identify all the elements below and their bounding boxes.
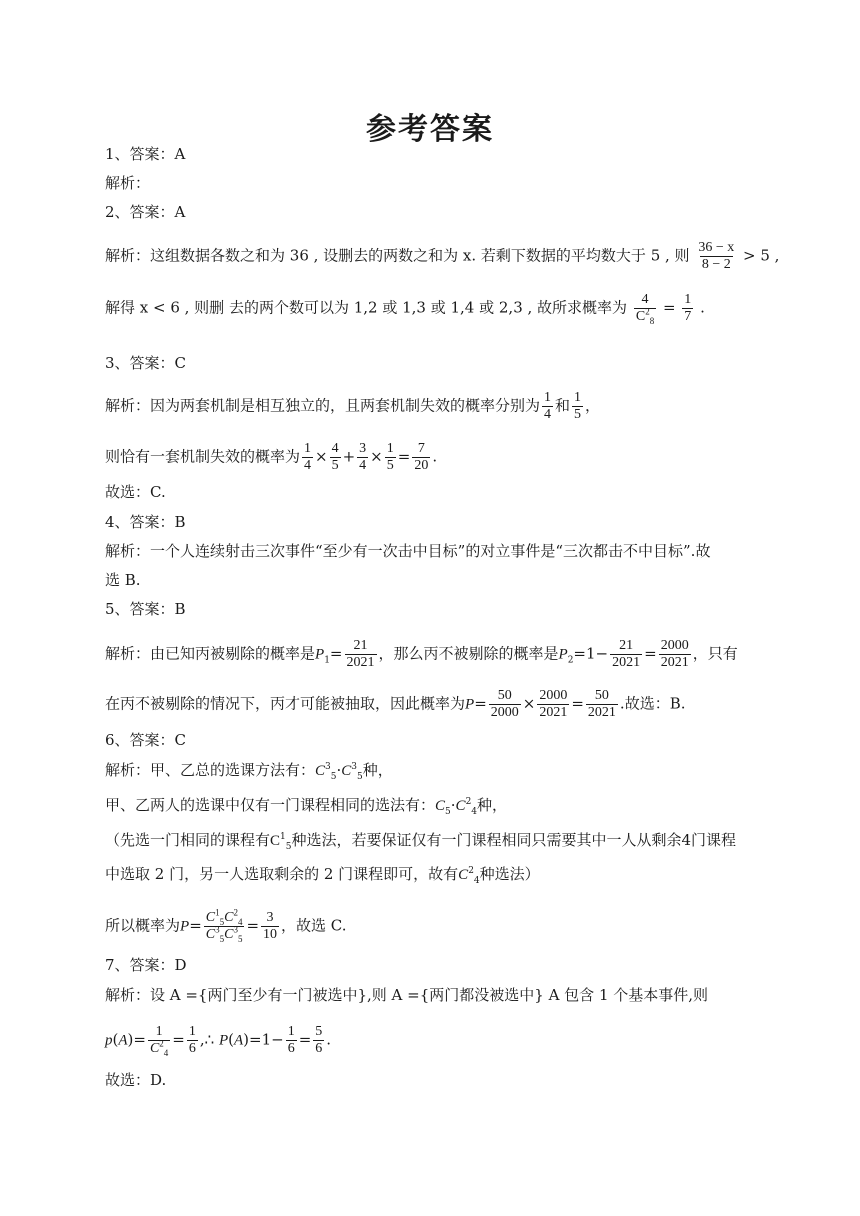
denominator: $C^2_8$ [635,306,655,326]
page-title: 参考答案 [366,112,494,147]
denominator: 7 [684,309,692,324]
q3-answer: 3、答案：C [105,354,187,372]
q6-analysis-line3: （先选一门相同的课程有$C^1_5$种选法，若要保证仅有一门课程相同只需要其中一人从剩余4门课程 [105,831,737,852]
q7-result: 故选：D. [105,1071,167,1089]
q7-answer: 7、答案：D [105,956,187,974]
q5-answer: 5、答案：B [105,600,186,618]
q6-analysis-line5: 所以概率为P= $\frac{C^1_5C^2_4}{C^3_5C^3_5}$ = $\frac{3}{10}$ ，故选 C. [105,907,347,944]
q2-fraction [696,240,736,273]
q2-text: 解析：这组数据各数之和为 36 , 设删去的两数之和为 x. 若剩下数据的平均数大于 5 , 则 [105,246,690,265]
numerator: 36 − x [698,240,735,255]
q3-analysis-line1: 解析：因为两套机制是相互独立的，且两套机制失效的概率分别为 $\frac{1}{4}$ 和 $\frac{1}{5}$ ， [105,390,601,422]
q6-analysis-line2: 甲、乙两人的选课中仅有一门课程相同的选法有：$C_5\cdot C^2_4$种， [105,796,508,817]
q4-answer: 4、答案：B [105,513,186,531]
q6-answer: 6、答案：C [105,731,187,749]
q6-analysis-line4: 中选取 2 门，另一人选取剩余的 2 门课程即可，故有$C^2_4$种选法） [105,865,540,886]
q4-analysis-line2: 选 B. [105,571,141,589]
q2-text2: 解得 x < 6 , 则删 去的两个数可以为 1,2 或 1,3 或 1,4 或 2,3 , 故所求概率为 [105,298,628,317]
q2-answer: 2、答案：A [105,203,186,221]
denominator: 8 − 2 [701,257,731,272]
q3-result: 故选：C. [105,483,166,501]
q5-analysis-line2: 在丙不被剔除的情况下，丙才可能被抽取，因此概率为P= $\frac{50}{2000}$ × $\frac{2000}{2021}$ = $\frac{50}{2021}$ .故选：B. [105,688,686,720]
q7-analysis-line1: 解析：设 A ={两门至少有一门被选中},则 A ={两门都没被选中} A 包含 1 个基本事件,则 [105,986,709,1004]
numerator: 1 [684,292,692,307]
q2-tail: > 5 , [743,246,780,265]
q2-analysis-line1 [105,240,779,273]
q2-result-fraction [682,292,693,325]
q2-prob-fraction [634,292,656,325]
q1-answer: 1、答案：A [105,145,186,163]
q2-analysis-line2: 解得 x < 6 , 则删 去的两个数可以为 1,2 或 1,3 或 1,4 或 2,3 , 故所求概率为 $\frac{4}{C^2_8}$ = $\frac{1}{7}$ . [105,292,705,326]
q6-analysis-line1: 解析：甲、乙总的选课方法有：$C^3_5\cdot C^3_5$种， [105,761,393,782]
q5-analysis-line1: 解析：由已知丙被剔除的概率是$P_1=$ $\frac{21}{2021}$ ，那么丙不被剔除的概率是$P_2=1-$ $\frac{21}{2021}$ = $\frac{2000}{2021}$ ，只有 [105,638,738,670]
q3-analysis-line2: 则恰有一套机制失效的概率为 $\frac{1}{4}$ × $\frac{4}{5}$ + $\frac{3}{4}$ × $\frac{1}{5}$ = $\frac{7}{20}$ . [105,441,438,473]
numerator: 4 [641,292,649,307]
q1-analysis: 解析： [105,174,151,192]
q7-analysis-line2: p(A)= $\frac{1}{C^2_4}$ = $\frac{1}{6}$ ,∴ P(A)=1− $\frac{1}{6}$ = $\frac{5}{6}$ . [105,1024,332,1058]
q4-analysis-line1: 解析：一个人连续射击三次事件“至少有一次击中目标”的对立事件是“三次都击不中目标”.故 [105,542,711,560]
